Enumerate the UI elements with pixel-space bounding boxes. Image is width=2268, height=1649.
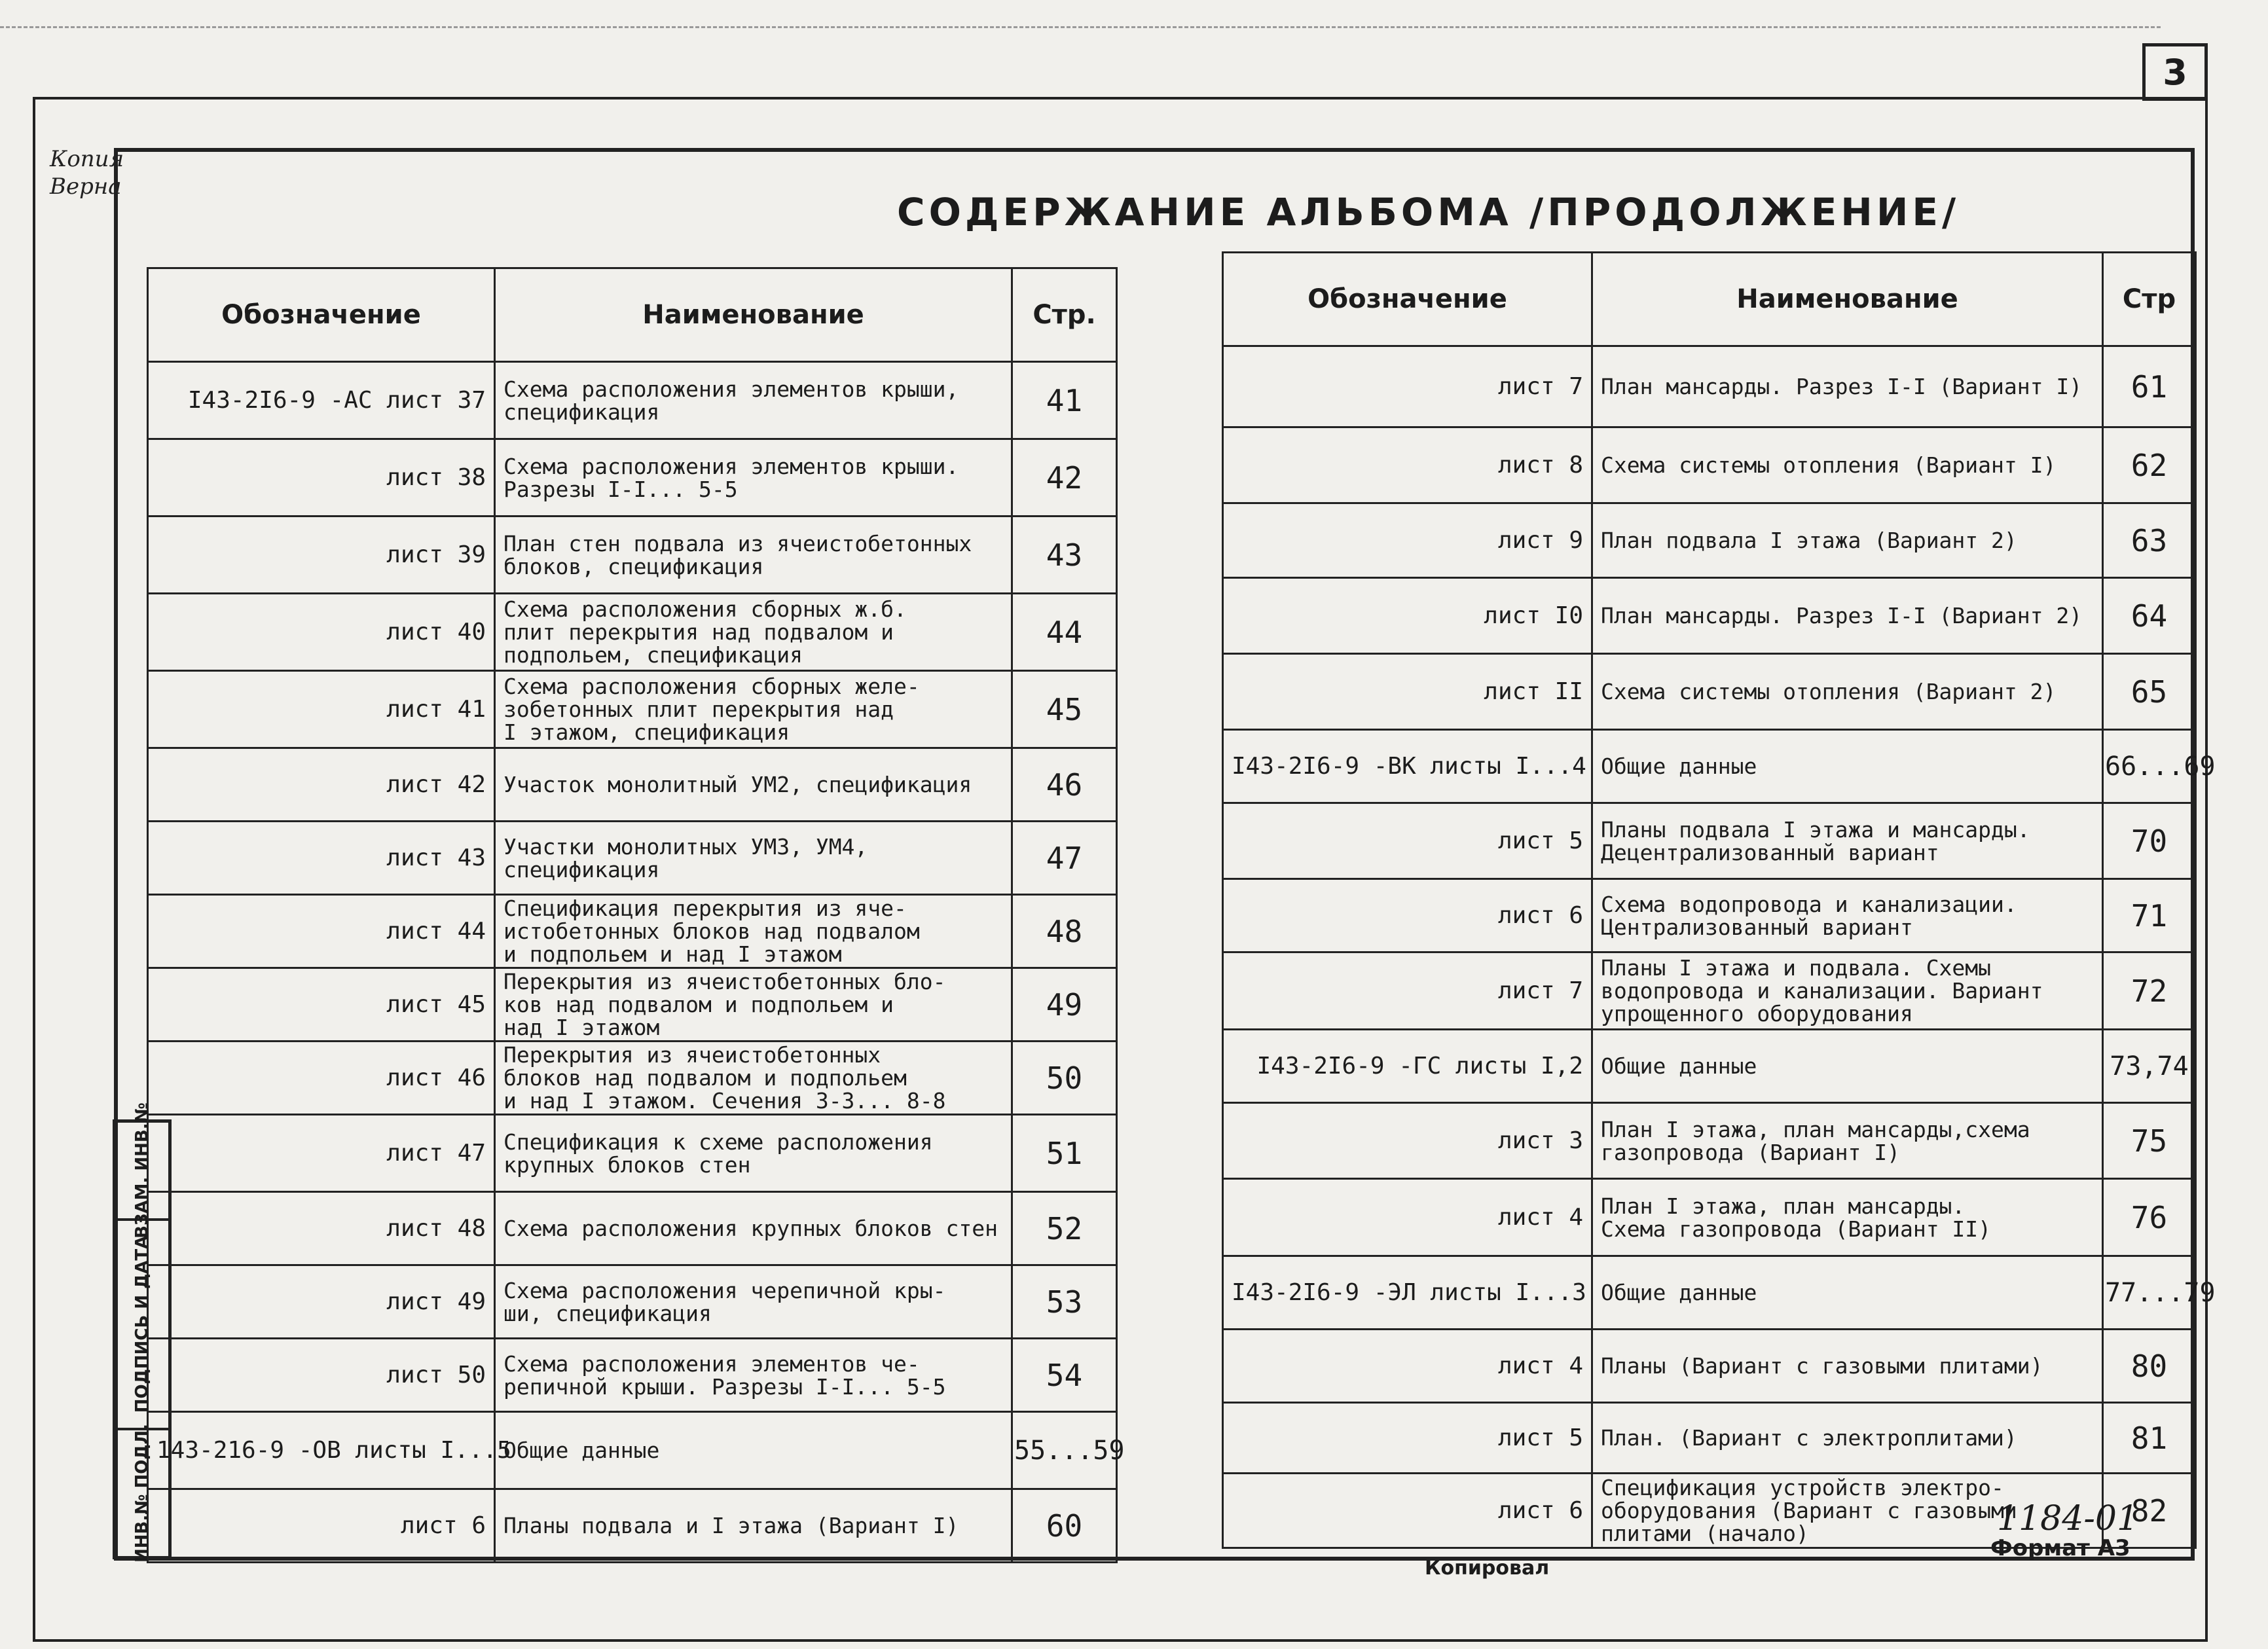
row-name: План I этажа, план мансарды. Схема газопровода (Вариант II) bbox=[1592, 1179, 2103, 1256]
header-page: Стр bbox=[2103, 253, 2196, 346]
row-name: Участки монолитных УМ3, УМ4, спецификация bbox=[495, 822, 1012, 895]
row-designation: лист 5 bbox=[1223, 803, 1592, 879]
row-designation: I43-2I6-9 -ЭЛ листы I...3 bbox=[1223, 1256, 1592, 1330]
row-page: 51 bbox=[1012, 1115, 1117, 1192]
row-name: Схема водопровода и канализации. Централизованный вариант bbox=[1592, 879, 2103, 952]
row-designation: лист 39 bbox=[148, 516, 495, 594]
row-page: 41 bbox=[1012, 362, 1117, 439]
row-page: 80 bbox=[2103, 1330, 2196, 1403]
row-name: Общие данные bbox=[1592, 730, 2103, 803]
copy-note-line-1: Копия bbox=[50, 146, 124, 172]
copied-label: Копировал bbox=[1425, 1557, 1550, 1580]
row-name: План I этажа, план мансарды,схема газопровода (Вариант I) bbox=[1592, 1103, 2103, 1179]
row-name: План мансарды. Разрез I-I (Вариант 2) bbox=[1592, 578, 2103, 654]
row-page: 47 bbox=[1012, 822, 1117, 895]
table-row bbox=[148, 671, 1117, 748]
row-name: План мансарды. Разрез I-I (Вариант I) bbox=[1592, 346, 2103, 427]
row-designation: лист 4 bbox=[1223, 1179, 1592, 1256]
row-page: 44 bbox=[1012, 594, 1117, 671]
row-page: 43 bbox=[1012, 516, 1117, 594]
row-designation: лист 47 bbox=[148, 1115, 495, 1192]
sheet-number: 3 bbox=[2142, 43, 2208, 101]
table-row bbox=[148, 439, 1117, 516]
row-designation: лист 40 bbox=[148, 594, 495, 671]
approval-stamp bbox=[113, 1102, 172, 1563]
row-name: Участок монолитный УМ2, спецификация bbox=[495, 748, 1012, 822]
table-row bbox=[148, 1265, 1117, 1339]
row-name: Перекрытия из ячеистобетонных блоков над подвалом и подпольем и над I этажом. Сечения 3-3... 8-8 bbox=[495, 1042, 1012, 1115]
row-page: 65 bbox=[2103, 654, 2196, 730]
row-designation: лист 44 bbox=[148, 895, 495, 968]
row-designation: лист 46 bbox=[148, 1042, 495, 1115]
table-row bbox=[1223, 1179, 2196, 1256]
row-page: 63 bbox=[2103, 503, 2196, 578]
stamp-label-original: ИНВ.№ ПОДЛ. bbox=[132, 1423, 153, 1563]
row-name: Схема расположения элементов крыши, спецификация bbox=[495, 362, 1012, 439]
table-row bbox=[1223, 427, 2196, 503]
table-row bbox=[1223, 952, 2196, 1030]
table-row bbox=[1223, 1330, 2196, 1403]
contents-table-left bbox=[147, 267, 1125, 1563]
table-row bbox=[148, 594, 1117, 671]
row-page: 81 bbox=[2103, 1403, 2196, 1474]
row-designation: I43-2I6-9 -АС лист 37 bbox=[148, 362, 495, 439]
row-page: 60 bbox=[1012, 1489, 1117, 1563]
row-name: План подвала I этажа (Вариант 2) bbox=[1592, 503, 2103, 578]
row-page: 62 bbox=[2103, 427, 2196, 503]
row-designation: лист 48 bbox=[148, 1192, 495, 1265]
row-name: План стен подвала из ячеистобетонных блоков, спецификация bbox=[495, 516, 1012, 594]
row-designation: лист 41 bbox=[148, 671, 495, 748]
format-label: Формат А3 bbox=[1990, 1535, 2131, 1561]
table-row bbox=[148, 748, 1117, 822]
row-designation: лист 45 bbox=[148, 968, 495, 1042]
table-row bbox=[1223, 1256, 2196, 1330]
row-designation: лист 7 bbox=[1223, 952, 1592, 1030]
header-designation: Обозначение bbox=[1223, 253, 1592, 346]
copy-certified-note bbox=[50, 145, 124, 200]
row-page: 55...59 bbox=[1012, 1412, 1117, 1489]
row-designation: 143-216-9 -ОВ листы I...5 bbox=[148, 1412, 495, 1489]
row-designation: лист 6 bbox=[148, 1489, 495, 1563]
row-name: Общие данные bbox=[1592, 1030, 2103, 1103]
document-number: 1184-01 bbox=[1997, 1499, 2139, 1538]
row-designation: лист 7 bbox=[1223, 346, 1592, 427]
row-name: Общие данные bbox=[1592, 1256, 2103, 1330]
row-designation: лист 9 bbox=[1223, 503, 1592, 578]
header-name: Наименование bbox=[1592, 253, 2103, 346]
table-row bbox=[148, 1412, 1117, 1489]
row-name: План. (Вариант с электроплитами) bbox=[1592, 1403, 2103, 1474]
row-name: Схема расположения элементов крыши. Разрезы I-I... 5-5 bbox=[495, 439, 1012, 516]
row-designation: лист 42 bbox=[148, 748, 495, 822]
table-row bbox=[1223, 503, 2196, 578]
row-designation: лист 43 bbox=[148, 822, 495, 895]
table-row bbox=[148, 362, 1117, 439]
row-page: 64 bbox=[2103, 578, 2196, 654]
row-page: 70 bbox=[2103, 803, 2196, 879]
row-page: 71 bbox=[2103, 879, 2196, 952]
row-name: Схема расположения элементов че- репичной крыши. Разрезы I-I... 5-5 bbox=[495, 1339, 1012, 1412]
table-row bbox=[1223, 1103, 2196, 1179]
stamp-label-signature: ПОДПИСЬ И ДАТА bbox=[132, 1235, 152, 1413]
row-page: 49 bbox=[1012, 968, 1117, 1042]
table-row bbox=[1223, 654, 2196, 730]
row-designation: лист 6 bbox=[1223, 879, 1592, 952]
row-name: Спецификация перекрытия из яче- истобетонных блоков над подвалом и подпольем и над I этажом bbox=[495, 895, 1012, 968]
row-name: Общие данные bbox=[495, 1412, 1012, 1489]
top-dashed-line bbox=[0, 26, 2161, 28]
stamp-cell-original bbox=[116, 1423, 168, 1563]
row-page: 82 bbox=[2103, 1474, 2196, 1548]
row-name: Схема расположения сборных желе- зобетонных плит перекрытия над I этажом, спецификация bbox=[495, 671, 1012, 748]
row-designation: лист 38 bbox=[148, 439, 495, 516]
row-page: 73,74 bbox=[2103, 1030, 2196, 1103]
row-page: 50 bbox=[1012, 1042, 1117, 1115]
header-page: Стр. bbox=[1012, 268, 1117, 362]
row-name: Спецификация к схеме расположения крупных блоков стен bbox=[495, 1115, 1012, 1192]
row-designation: I43-2I6-9 -ВК листы I...4 bbox=[1223, 730, 1592, 803]
row-name: Планы подвала I этажа и мансарды. Децентрализованный вариант bbox=[1592, 803, 2103, 879]
row-page: 76 bbox=[2103, 1179, 2196, 1256]
row-page: 75 bbox=[2103, 1103, 2196, 1179]
row-name: Схема расположения крупных блоков стен bbox=[495, 1192, 1012, 1265]
row-designation: лист 5 bbox=[1223, 1403, 1592, 1474]
row-name: Схема системы отопления (Вариант 2) bbox=[1592, 654, 2103, 730]
row-page: 54 bbox=[1012, 1339, 1117, 1412]
stamp-label-replacement: ВЗАМ. ИНВ.№ bbox=[132, 1102, 152, 1239]
copy-note-line-2: Верна bbox=[50, 173, 122, 200]
stamp-cell-signature bbox=[116, 1221, 168, 1430]
row-designation: лист 4 bbox=[1223, 1330, 1592, 1403]
row-page: 61 bbox=[2103, 346, 2196, 427]
row-designation: лист 49 bbox=[148, 1265, 495, 1339]
row-name: Спецификация устройств электро- оборудования (Вариант с газовыми плитами (начало) bbox=[1592, 1474, 2103, 1548]
row-designation: лист II bbox=[1223, 654, 1592, 730]
row-page: 48 bbox=[1012, 895, 1117, 968]
row-page: 42 bbox=[1012, 439, 1117, 516]
table-row bbox=[148, 895, 1117, 968]
row-page: 52 bbox=[1012, 1192, 1117, 1265]
row-page: 72 bbox=[2103, 952, 2196, 1030]
row-designation: лист 8 bbox=[1223, 427, 1592, 503]
row-name: Планы подвала и I этажа (Вариант I) bbox=[495, 1489, 1012, 1563]
row-name: Планы I этажа и подвала. Схемы водопровода и канализации. Вариант упрощенного оборудования bbox=[1592, 952, 2103, 1030]
header-name: Наименование bbox=[495, 268, 1012, 362]
table-row bbox=[148, 1042, 1117, 1115]
row-designation: лист 3 bbox=[1223, 1103, 1592, 1179]
table-row bbox=[148, 1115, 1117, 1192]
table-row bbox=[148, 516, 1117, 594]
row-name: Схема системы отопления (Вариант I) bbox=[1592, 427, 2103, 503]
table-row bbox=[1223, 1403, 2196, 1474]
row-designation: I43-2I6-9 -ГС листы I,2 bbox=[1223, 1030, 1592, 1103]
table-row bbox=[148, 1339, 1117, 1412]
table-row bbox=[1223, 346, 2196, 427]
row-page: 46 bbox=[1012, 748, 1117, 822]
stamp-cell-replacement bbox=[116, 1102, 168, 1239]
table-row bbox=[1223, 1030, 2196, 1103]
row-page: 45 bbox=[1012, 671, 1117, 748]
row-designation: лист 6 bbox=[1223, 1474, 1592, 1548]
row-designation: лист I0 bbox=[1223, 578, 1592, 654]
row-page: 53 bbox=[1012, 1265, 1117, 1339]
row-page: 77...79 bbox=[2103, 1256, 2196, 1330]
row-name: Перекрытия из ячеистобетонных бло- ков над подвалом и подпольем и над I этажом bbox=[495, 968, 1012, 1042]
row-designation: лист 50 bbox=[148, 1339, 495, 1412]
table-row bbox=[148, 1192, 1117, 1265]
table-row bbox=[1223, 730, 2196, 803]
page-title: СОДЕРЖАНИЕ АЛЬБОМА /ПРОДОЛЖЕНИЕ/ bbox=[897, 190, 1960, 234]
header-designation: Обозначение bbox=[148, 268, 495, 362]
contents-table-right bbox=[1222, 251, 2216, 1549]
row-name: Схема расположения черепичной кры- ши, спецификация bbox=[495, 1265, 1012, 1339]
row-name: Схема расположения сборных ж.б. плит перекрытия над подвалом и подпольем, спецификация bbox=[495, 594, 1012, 671]
row-page: 66...69 bbox=[2103, 730, 2196, 803]
table-row bbox=[148, 968, 1117, 1042]
row-name: Планы (Вариант с газовыми плитами) bbox=[1592, 1330, 2103, 1403]
table-row bbox=[1223, 578, 2196, 654]
table-row bbox=[1223, 879, 2196, 952]
table-row bbox=[1223, 803, 2196, 879]
table-row bbox=[148, 822, 1117, 895]
table-row bbox=[148, 1489, 1117, 1563]
